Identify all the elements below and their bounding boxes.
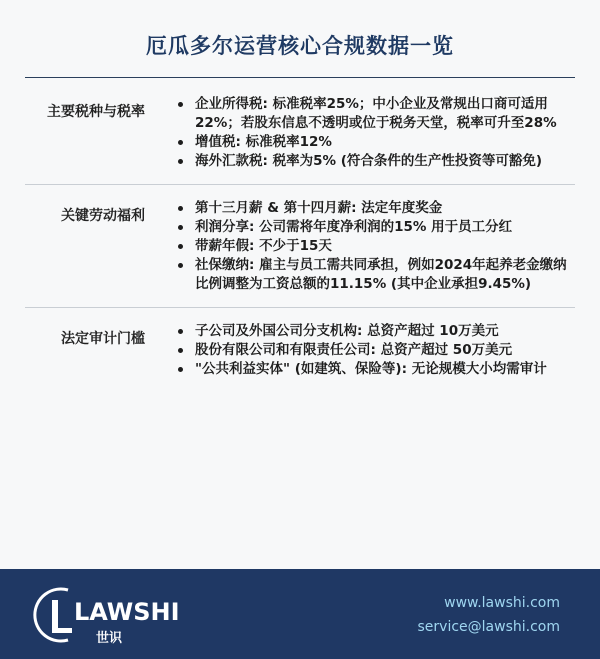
section-list xyxy=(165,199,575,294)
list-item: 海外汇款税: 税率为5% (符合条件的生产性投资等可豁免) xyxy=(195,152,575,171)
list-item: 社保缴纳: 雇主与员工需共同承担，例如2024年起养老金缴纳比例调整为工资总额的11.15% (其中企业承担9.45%) xyxy=(195,256,575,294)
section-audit xyxy=(25,322,575,379)
list-item: 增值税: 标准税率12% xyxy=(195,133,575,152)
section-label: 法定审计门槛 xyxy=(61,331,145,347)
list-item: 子公司及外国公司分支机构: 总资产超过 10万美元 xyxy=(195,322,575,341)
list-item: 带薪年假: 不少于15天 xyxy=(195,237,575,256)
list-item: 第十三月薪 & 第十四月薪: 法定年度奖金 xyxy=(195,199,575,218)
section-label: 主要税种与税率 xyxy=(47,104,145,120)
logo-text: LAWSHI xyxy=(74,598,180,626)
section-label: 关键劳动福利 xyxy=(61,208,145,224)
footer xyxy=(0,569,600,659)
row-divider xyxy=(25,307,575,308)
section-labor xyxy=(25,199,575,294)
compliance-table xyxy=(25,95,575,379)
section-list xyxy=(165,95,575,171)
email-link[interactable]: service@lawshi.com xyxy=(417,619,560,635)
logo-subtext: 世识 xyxy=(96,631,123,646)
page-title: 厄瓜多尔运营核心合规数据一览 xyxy=(146,34,454,58)
lawshi-logo xyxy=(38,584,180,646)
list-item: 企业所得税: 标准税率25%；中小企业及常规出口商可适用22%；若股东信息不透明或位于税务天堂，税率可升至28% xyxy=(195,95,575,133)
website-link[interactable]: www.lawshi.com xyxy=(444,595,560,611)
row-divider xyxy=(25,184,575,185)
section-taxes xyxy=(25,95,575,171)
title-divider xyxy=(25,77,575,78)
list-item: 股份有限公司和有限责任公司: 总资产超过 50万美元 xyxy=(195,341,575,360)
list-item: 利润分享: 公司需将年度净利润的15% 用于员工分红 xyxy=(195,218,575,237)
list-item: "公共利益实体" (如建筑、保险等): 无论规模大小均需审计 xyxy=(195,360,575,379)
contact-info xyxy=(418,591,560,639)
section-list xyxy=(165,322,575,379)
